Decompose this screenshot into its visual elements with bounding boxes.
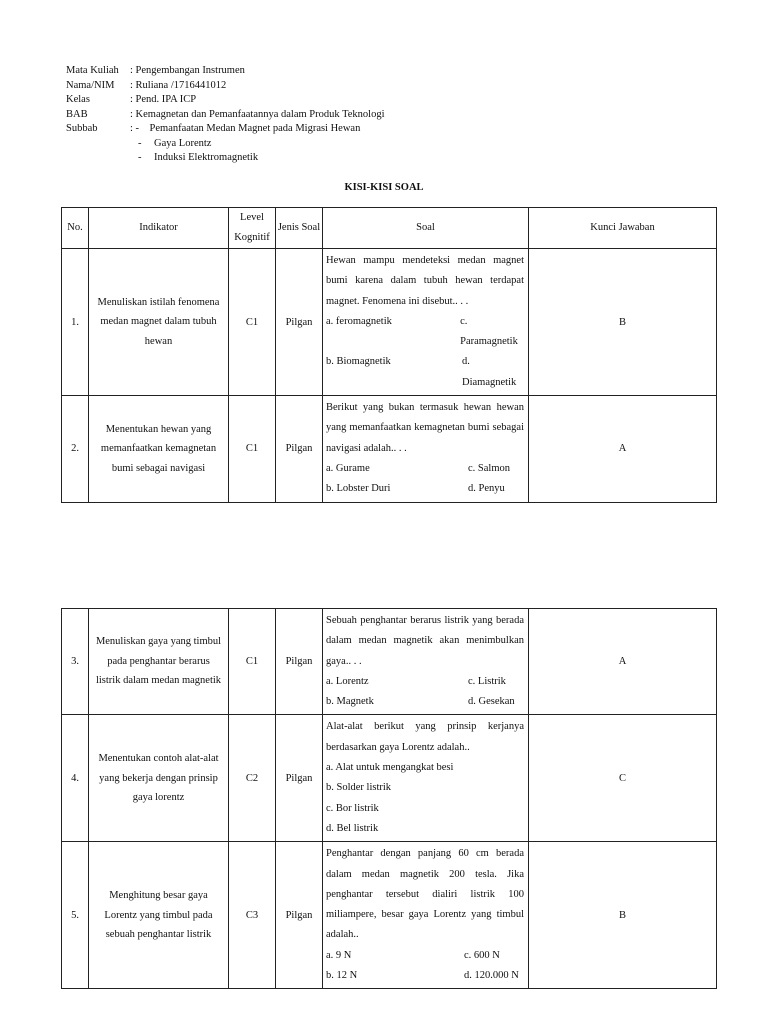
table-row — [62, 249, 717, 396]
header-row-bab — [66, 108, 385, 123]
option: d. Gesekan — [468, 696, 515, 708]
col-header-no: No. — [62, 208, 89, 249]
option-row — [326, 352, 524, 393]
subbab-list — [138, 137, 385, 166]
kisi-table-part-2 — [61, 608, 717, 989]
soal-text: Penghantar dengan panjang 60 cm berada dalam medan magnetik 200 tesla. Jika penghantar tersebut dialiri listrik 100 miliampere, besar gaya Lorentz yang timbul adalah.. — [326, 848, 524, 941]
subbab-item-label: Induksi Elektromagnetik — [154, 152, 259, 163]
header-row-kelas — [66, 93, 385, 108]
matkul-value: : Pengembangan Instrumen — [130, 65, 245, 76]
option: a. feromagnetik — [326, 315, 392, 327]
soal-text: Alat-alat berikut yang prinsip kerjanya berdasarkan gaya Lorentz adalah.. — [326, 721, 524, 753]
option: c. Salmon — [468, 462, 510, 474]
option: d. Penyu — [468, 483, 505, 495]
bab-value: : Kemagnetan dan Pemanfaatannya dalam Produk Teknologi — [130, 108, 385, 120]
header-row-matkul — [66, 64, 385, 79]
cell-indikator: Menghitung besar gaya Lorentz yang timbul pada sebuah penghantar listrik — [89, 842, 229, 989]
option: b. Solder listrik — [326, 782, 392, 794]
cell-kunci: B — [529, 249, 717, 396]
option: b. 12 N — [326, 970, 358, 982]
soal-text: Sebuah penghantar berarus listrik yang berada dalam medan magnetik akan menimbulkan gaya.. . . — [326, 615, 524, 667]
cell-level: C2 — [229, 715, 276, 842]
nama-label: Nama/NIM — [66, 79, 115, 91]
subbab-value: : - Pemanfaatan Medan Magnet pada Migrasi Hewan — [130, 123, 361, 134]
matkul-label: Mata Kuliah — [66, 65, 119, 76]
option: c. Paramagnetik — [460, 315, 518, 348]
cell-no: 2. — [62, 396, 89, 502]
option: b. Magnetk — [326, 696, 374, 708]
cell-soal — [323, 609, 529, 715]
col-header-indikator: Indikator — [89, 208, 229, 249]
option: b. Biomagnetik — [326, 356, 391, 368]
cell-kunci: A — [529, 609, 717, 715]
option: d. 120.000 N — [464, 970, 519, 982]
subbab-item-label: Gaya Lorentz — [154, 137, 212, 149]
soal-text: Hewan mampu mendeteksi medan magnet bumi karena dalam tubuh hewan terdapat magnet. Fenomena ini disebut.. . . — [326, 255, 524, 307]
nama-value: : Ruliana /1716441012 — [130, 79, 227, 91]
col-header-level: Level Kognitif — [229, 208, 276, 249]
col-header-kunci: Kunci Jawaban — [529, 208, 717, 249]
cell-jenis: Pilgan — [276, 715, 323, 842]
cell-level: C1 — [229, 609, 276, 715]
subbab-label: Subbab — [66, 123, 98, 134]
cell-indikator: Menentukan contoh alat-alat yang bekerja dengan prinsip gaya lorentz — [89, 715, 229, 842]
option-row — [326, 966, 524, 986]
bab-label: BAB — [66, 108, 88, 120]
kisi-table-part-1 — [61, 207, 717, 503]
cell-soal — [323, 249, 529, 396]
cell-no: 1. — [62, 249, 89, 396]
cell-jenis: Pilgan — [276, 609, 323, 715]
cell-kunci: C — [529, 715, 717, 842]
table-row — [62, 715, 717, 842]
cell-jenis: Pilgan — [276, 249, 323, 396]
option-row — [326, 672, 524, 692]
cell-indikator: Menentukan hewan yang memanfaatkan kemagnetan bumi sebagai navigasi — [89, 396, 229, 502]
cell-no: 4. — [62, 715, 89, 842]
col-header-jenis: Jenis Soal — [276, 208, 323, 249]
table-header-row — [62, 208, 717, 249]
cell-soal — [323, 715, 529, 842]
header-row-subbab — [66, 122, 385, 137]
cell-level: C1 — [229, 249, 276, 396]
table-row — [62, 609, 717, 715]
option: b. Lobster Duri — [326, 483, 391, 495]
option-row — [326, 459, 524, 479]
option: d. Diamagnetik — [462, 356, 517, 388]
option-row — [326, 479, 524, 499]
document-title: KISI-KISI SOAL — [344, 182, 424, 193]
cell-level: C1 — [229, 396, 276, 502]
cell-no: 5. — [62, 842, 89, 989]
col-header-soal: Soal — [323, 208, 529, 249]
option: a. Lorentz — [326, 675, 369, 687]
cell-level: C3 — [229, 842, 276, 989]
cell-kunci: A — [529, 396, 717, 502]
header-row-nama — [66, 79, 385, 94]
document-header — [66, 64, 385, 166]
option: d. Bel listrik — [326, 822, 379, 834]
cell-jenis: Pilgan — [276, 396, 323, 502]
soal-text: Berikut yang bukan termasuk hewan hewan yang memanfaatkan kemagnetan bumi sebagai navigasi adalah.. . . — [326, 402, 524, 454]
option: a. 9 N — [326, 949, 352, 961]
option: a. Gurame — [326, 462, 370, 474]
option-row — [326, 946, 524, 966]
option: c. Listrik — [468, 675, 506, 687]
cell-soal — [323, 396, 529, 502]
option: a. Alat untuk mengangkat besi — [326, 762, 454, 774]
cell-indikator: Menuliskan istilah fenomena medan magnet dalam tubuh hewan — [89, 249, 229, 396]
subbab-item: - Gaya Lorentz — [138, 137, 385, 152]
kelas-value: : Pend. IPA ICP — [130, 94, 197, 105]
cell-soal — [323, 842, 529, 989]
cell-kunci: B — [529, 842, 717, 989]
cell-indikator: Menuliskan gaya yang timbul pada penghantar berarus listrik dalam medan magnetik — [89, 609, 229, 715]
option: c. Bor listrik — [326, 802, 379, 814]
cell-jenis: Pilgan — [276, 842, 323, 989]
kelas-label: Kelas — [66, 94, 90, 105]
cell-no: 3. — [62, 609, 89, 715]
option-row — [326, 692, 524, 712]
subbab-item: - Induksi Elektromagnetik — [138, 151, 385, 166]
option-row — [326, 312, 524, 353]
table-row — [62, 842, 717, 989]
table-row — [62, 396, 717, 502]
option: c. 600 N — [464, 949, 500, 961]
